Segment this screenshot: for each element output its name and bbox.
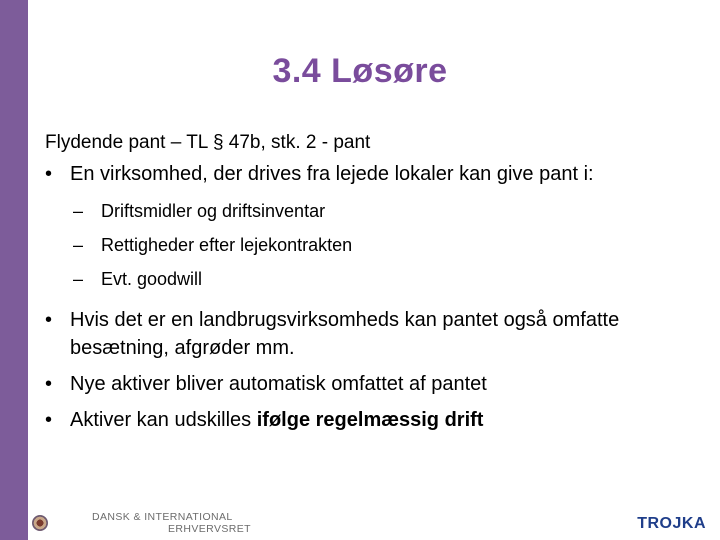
slide-content [45,130,705,434]
bullet-item [45,160,705,188]
bullet-item [45,370,705,398]
logo-text [92,511,251,535]
dash-glyph: – [73,269,84,289]
sub-list-item [45,194,705,228]
sub-list [45,194,705,296]
bullet-glyph: • [45,373,53,395]
dash-glyph: – [73,201,84,221]
bullet-text: Hvis det er en landbrugsvirksomheds kan pantet også omfatte besætning, afgrøder mm. [70,309,620,359]
seal-icon [32,515,48,531]
bullet-text: En virksomhed, der drives fra lejede lokaler kan give pant i: [70,163,594,185]
logo-line-2: ERHVERVSRET [168,523,251,535]
dash-glyph: – [73,235,84,255]
bullet-glyph: • [45,409,53,431]
slide-title: 3.4 Løsøre [272,52,448,90]
logo-line-1: DANSK & INTERNATIONAL [92,511,233,523]
section-heading: Flydende pant – TL § 47b, stk. 2 - pant [45,132,371,153]
side-accent-bar [0,0,28,540]
sub-list-item [45,228,705,262]
bullet-text-prefix: Aktiver kan udskilles [70,409,257,431]
bullet-glyph: • [45,163,53,185]
bullet-item [45,306,705,362]
bullet-text: Nye aktiver bliver automatisk omfattet af pantet [70,373,487,395]
sub-item-text: Evt. goodwill [101,269,203,289]
sub-list-item [45,262,705,296]
brand-logo: TROJKA [637,515,706,532]
sub-item-text: Driftsmidler og driftsinventar [101,201,326,221]
bullet-text-bold: ifølge regelmæssig drift [256,409,484,431]
footer-logo [28,508,251,538]
bullet-glyph: • [45,309,53,331]
bullet-item [45,406,705,434]
sub-item-text: Rettigheder efter lejekontrakten [101,235,353,255]
